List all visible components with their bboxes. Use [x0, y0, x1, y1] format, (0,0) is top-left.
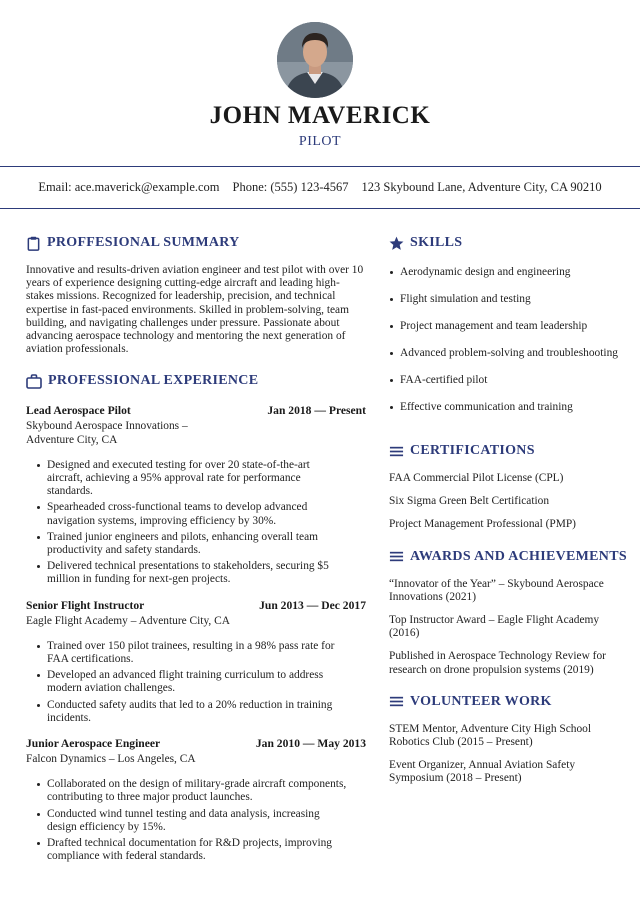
job-bullet: Trained over 150 pilot trainees, resulting in a 98% pass rate for FAA certifications. [47, 640, 347, 666]
job-bullets [47, 459, 366, 587]
left-column [26, 232, 366, 867]
job-title: Lead Aerospace Pilot [26, 404, 131, 418]
list-lines-icon [389, 549, 404, 564]
job-bullet: Delivered technical presentations to stakeholders, securing $5 million in funding for next-gen projects. [47, 560, 347, 586]
certifications-heading [389, 440, 629, 462]
certification-item: FAA Commercial Pilot License (CPL) [389, 472, 564, 484]
award-item: “Innovator of the Year” – Skybound Aerospace Innovations (2021) [389, 577, 604, 603]
job-entry [26, 404, 366, 586]
clipboard-icon [26, 236, 41, 251]
job-title: Senior Flight Instructor [26, 598, 145, 612]
certification-item: Six Sigma Green Belt Certification [389, 495, 550, 508]
job-bullet: Trained junior engineers and pilots, enhancing overall team productivity and safety standards. [47, 531, 347, 557]
briefcase-icon [26, 374, 42, 389]
resume-header [0, 0, 640, 166]
job-company: Eagle Flight Academy – Adventure City, CA [26, 614, 230, 627]
summary-text: Innovative and results-driven aviation engineer and test pilot with over 10 years of experience designing cutting-edge aircraft and leading high-stakes missions. Recognized for leadership, precision, and technical expertise in fast-paced environments. Skilled in problem-solving, team building, and navigating challenges under pressure. Passionate about advancing aerospace technology and mentoring the next generation of aviation professionals. [26, 264, 364, 356]
job-dates: Jan 2010 — May 2013 [255, 737, 366, 751]
skill-item: Flight simulation and testing [389, 289, 629, 316]
summary-heading [26, 232, 366, 254]
contact-address: 123 Skybound Lane, Adventure City, CA 90210 [361, 180, 602, 194]
skill-item: Effective communication and training [389, 397, 629, 424]
awards-heading [389, 546, 629, 568]
volunteer-item: STEM Mentor, Adventure City High School Robotics Club (2015 – Present) [389, 722, 592, 749]
profile-photo [277, 22, 353, 98]
experience-heading-text: PROFESSIONAL EXPERIENCE [48, 373, 259, 389]
skill-item: FAA-certified pilot [389, 370, 629, 397]
awards-heading-text: AWARDS AND ACHIEVEMENTS [410, 548, 627, 564]
job-dates: Jan 2018 — Present [267, 404, 366, 418]
job-bullets [47, 640, 366, 725]
job-bullets [47, 778, 366, 863]
certifications-list [389, 472, 629, 532]
contact-phone: Phone: (555) 123-4567 [232, 180, 349, 194]
list-lines-icon [389, 444, 404, 459]
job-company: Skybound Aerospace Innovations – Adventure City, CA [26, 420, 188, 446]
person-portrait-icon [277, 22, 353, 98]
job-bullet: Conducted safety audits that led to a 20% reduction in training incidents. [47, 699, 347, 725]
candidate-name: JOHN MAVERICK [209, 102, 431, 129]
skills-heading-text: SKILLS [410, 235, 463, 250]
list-lines-icon [389, 694, 404, 709]
job-bullet: Designed and executed testing for over 20 state-of-the-art aircraft, achieving a 95% approval rate for performance standards. [47, 459, 347, 499]
job-bullet: Spearheaded cross-functional teams to develop advanced navigation systems, improving efficiency by 30%. [47, 501, 347, 527]
star-icon [389, 236, 404, 251]
volunteer-heading [389, 691, 629, 713]
job-company: Falcon Dynamics – Los Angeles, CA [26, 753, 196, 766]
skills-heading [389, 232, 629, 254]
award-item: Top Instructor Award – Eagle Flight Academy (2016) [389, 614, 600, 640]
job-entry [26, 737, 366, 863]
volunteer-item: Event Organizer, Annual Aviation Safety Symposium (2018 – Present) [389, 759, 576, 785]
job-entry [26, 599, 366, 725]
skill-item: Advanced problem-solving and troubleshooting [389, 343, 629, 370]
job-title: Junior Aerospace Engineer [26, 737, 161, 751]
volunteer-list [389, 723, 629, 786]
award-item: Published in Aerospace Technology Review for research on drone propulsion systems (2019) [389, 650, 606, 676]
certification-item: Project Management Professional (PMP) [389, 518, 576, 531]
volunteer-heading-text: VOLUNTEER WORK [410, 693, 552, 709]
job-bullet: Drafted technical documentation for R&D projects, improving compliance with federal standards. [47, 837, 347, 863]
skill-item: Project management and team leadership [389, 316, 629, 343]
candidate-title: PILOT [298, 134, 342, 149]
certifications-heading-text: CERTIFICATIONS [410, 443, 535, 458]
job-bullet: Conducted wind tunnel testing and data analysis, increasing design efficiency by 15%. [47, 808, 347, 834]
job-bullet: Collaborated on the design of military-grade aircraft components, contributing to three major product launches. [47, 778, 347, 804]
awards-list [389, 578, 629, 677]
experience-heading [26, 370, 366, 392]
job-dates: Jun 2013 — Dec 2017 [259, 598, 366, 612]
skill-item: Aerodynamic design and engineering [389, 262, 629, 289]
job-bullet: Developed an advanced flight training curriculum to address modern aviation challenges. [47, 669, 347, 695]
skills-list [389, 262, 629, 424]
contact-bar [0, 166, 640, 209]
right-column [389, 232, 629, 796]
summary-heading-text: PROFFESIONAL SUMMARY [47, 235, 240, 250]
contact-email: Email: ace.maverick@example.com [38, 180, 220, 194]
